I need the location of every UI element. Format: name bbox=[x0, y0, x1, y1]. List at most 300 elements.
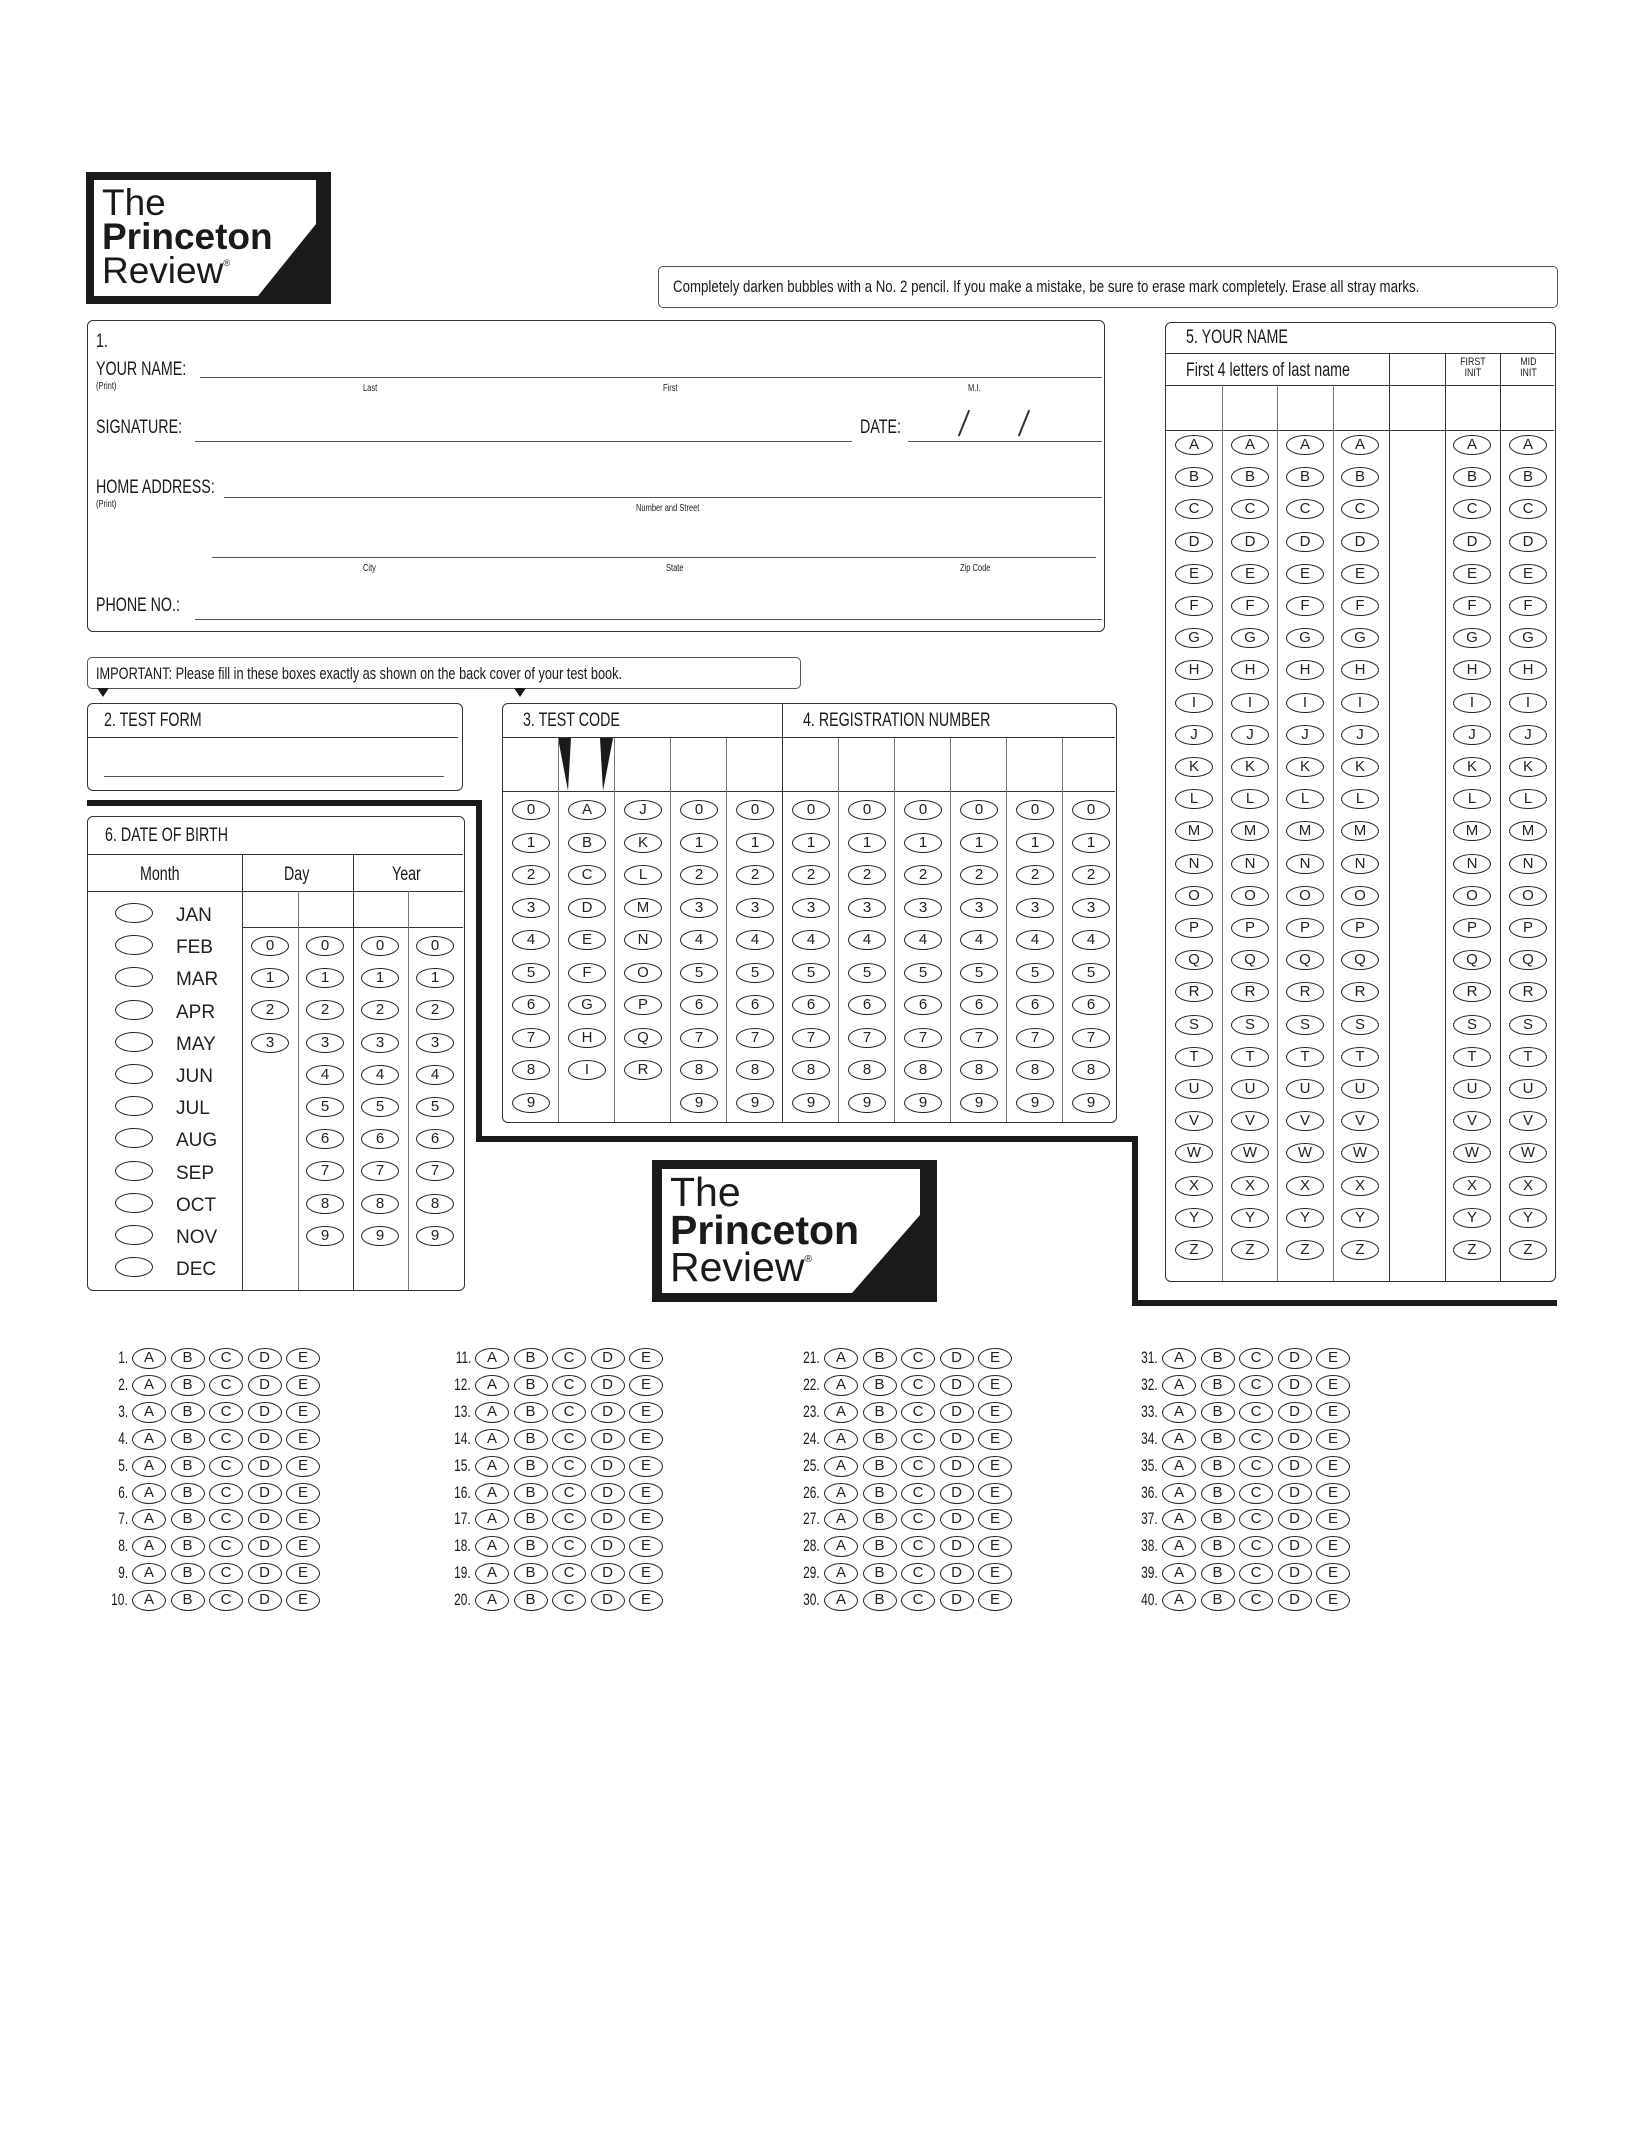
month-bubble[interactable] bbox=[115, 1225, 153, 1245]
answer-bubble[interactable]: A bbox=[1162, 1402, 1196, 1423]
answer-bubble[interactable]: E bbox=[1316, 1563, 1350, 1584]
answer-bubble[interactable]: A bbox=[824, 1563, 858, 1584]
registration-bubble[interactable]: 7 bbox=[960, 1028, 998, 1048]
name-letter-bubble[interactable]: T bbox=[1453, 1047, 1491, 1067]
answer-bubble[interactable]: B bbox=[1201, 1483, 1235, 1504]
test-code-bubble[interactable]: 4 bbox=[680, 930, 718, 950]
month-bubble[interactable] bbox=[115, 1064, 153, 1084]
answer-bubble[interactable]: C bbox=[1239, 1590, 1273, 1611]
registration-bubble[interactable]: 0 bbox=[1016, 800, 1054, 820]
name-letter-bubble[interactable]: I bbox=[1175, 693, 1213, 713]
answer-bubble[interactable]: D bbox=[591, 1536, 625, 1557]
name-letter-bubble[interactable]: T bbox=[1286, 1047, 1324, 1067]
test-code-bubble[interactable]: 9 bbox=[680, 1093, 718, 1113]
answer-bubble[interactable]: A bbox=[1162, 1563, 1196, 1584]
month-bubble[interactable] bbox=[115, 1000, 153, 1020]
day-bubble[interactable]: 2 bbox=[251, 1000, 289, 1020]
test-code-bubble[interactable]: 2 bbox=[680, 865, 718, 885]
name-letter-bubble[interactable]: I bbox=[1453, 693, 1491, 713]
day-bubble[interactable]: 8 bbox=[306, 1194, 344, 1214]
day-bubble[interactable]: 9 bbox=[306, 1226, 344, 1246]
day-bubble[interactable]: 4 bbox=[306, 1065, 344, 1085]
answer-bubble[interactable]: D bbox=[940, 1536, 974, 1557]
answer-bubble[interactable]: C bbox=[209, 1375, 243, 1396]
answer-bubble[interactable]: A bbox=[1162, 1483, 1196, 1504]
test-code-bubble[interactable]: P bbox=[624, 995, 662, 1015]
answer-bubble[interactable]: E bbox=[629, 1456, 663, 1477]
answer-bubble[interactable]: D bbox=[1278, 1456, 1312, 1477]
name-letter-bubble[interactable]: Z bbox=[1509, 1240, 1547, 1260]
answer-bubble[interactable]: A bbox=[475, 1348, 509, 1369]
answer-bubble[interactable]: E bbox=[1316, 1483, 1350, 1504]
answer-bubble[interactable]: D bbox=[940, 1590, 974, 1611]
answer-bubble[interactable]: D bbox=[940, 1402, 974, 1423]
answer-bubble[interactable]: D bbox=[248, 1375, 282, 1396]
test-code-bubble[interactable]: 2 bbox=[512, 865, 550, 885]
day-bubble[interactable]: 1 bbox=[251, 968, 289, 988]
test-code-bubble[interactable]: 2 bbox=[736, 865, 774, 885]
test-code-bubble[interactable]: 8 bbox=[736, 1060, 774, 1080]
answer-bubble[interactable]: A bbox=[132, 1402, 166, 1423]
day-bubble[interactable]: 6 bbox=[306, 1129, 344, 1149]
answer-bubble[interactable]: E bbox=[978, 1483, 1012, 1504]
name-letter-bubble[interactable]: B bbox=[1341, 467, 1379, 487]
answer-bubble[interactable]: D bbox=[591, 1429, 625, 1450]
answer-bubble[interactable]: E bbox=[978, 1375, 1012, 1396]
registration-bubble[interactable]: 9 bbox=[1016, 1093, 1054, 1113]
answer-bubble[interactable]: E bbox=[1316, 1348, 1350, 1369]
answer-bubble[interactable]: C bbox=[901, 1348, 935, 1369]
answer-bubble[interactable]: C bbox=[901, 1590, 935, 1611]
registration-bubble[interactable]: 8 bbox=[848, 1060, 886, 1080]
test-code-bubble[interactable]: 4 bbox=[736, 930, 774, 950]
registration-bubble[interactable]: 0 bbox=[960, 800, 998, 820]
name-letter-bubble[interactable]: L bbox=[1231, 789, 1269, 809]
name-letter-bubble[interactable]: L bbox=[1341, 789, 1379, 809]
month-bubble[interactable] bbox=[115, 1257, 153, 1277]
answer-bubble[interactable]: E bbox=[978, 1509, 1012, 1530]
answer-bubble[interactable]: C bbox=[552, 1375, 586, 1396]
answer-bubble[interactable]: E bbox=[286, 1509, 320, 1530]
answer-bubble[interactable]: B bbox=[1201, 1509, 1235, 1530]
name-letter-bubble[interactable]: O bbox=[1175, 886, 1213, 906]
name-letter-bubble[interactable]: Q bbox=[1286, 950, 1324, 970]
answer-bubble[interactable]: A bbox=[824, 1509, 858, 1530]
answer-bubble[interactable]: D bbox=[591, 1375, 625, 1396]
registration-bubble[interactable]: 9 bbox=[904, 1093, 942, 1113]
year-bubble[interactable]: 9 bbox=[361, 1226, 399, 1246]
test-code-bubble[interactable]: Q bbox=[624, 1028, 662, 1048]
answer-bubble[interactable]: C bbox=[1239, 1348, 1273, 1369]
name-letter-bubble[interactable]: D bbox=[1341, 532, 1379, 552]
name-letter-bubble[interactable]: E bbox=[1231, 564, 1269, 584]
test-code-bubble[interactable]: A bbox=[568, 800, 606, 820]
answer-bubble[interactable]: D bbox=[1278, 1590, 1312, 1611]
test-code-bubble[interactable]: 3 bbox=[736, 898, 774, 918]
name-letter-bubble[interactable]: K bbox=[1453, 757, 1491, 777]
answer-bubble[interactable]: E bbox=[629, 1509, 663, 1530]
answer-bubble[interactable]: E bbox=[978, 1429, 1012, 1450]
answer-bubble[interactable]: C bbox=[1239, 1509, 1273, 1530]
registration-bubble[interactable]: 2 bbox=[1016, 865, 1054, 885]
street-field[interactable] bbox=[224, 497, 1102, 498]
registration-bubble[interactable]: 7 bbox=[848, 1028, 886, 1048]
name-letter-bubble[interactable]: F bbox=[1175, 596, 1213, 616]
name-letter-bubble[interactable]: Z bbox=[1175, 1240, 1213, 1260]
answer-bubble[interactable]: C bbox=[552, 1402, 586, 1423]
registration-bubble[interactable]: 5 bbox=[848, 963, 886, 983]
name-letter-bubble[interactable]: B bbox=[1231, 467, 1269, 487]
answer-bubble[interactable]: E bbox=[1316, 1402, 1350, 1423]
answer-bubble[interactable]: D bbox=[248, 1483, 282, 1504]
name-letter-bubble[interactable]: M bbox=[1509, 821, 1547, 841]
month-bubble[interactable] bbox=[115, 967, 153, 987]
year-bubble[interactable]: 2 bbox=[361, 1000, 399, 1020]
answer-bubble[interactable]: C bbox=[209, 1483, 243, 1504]
test-code-bubble[interactable]: I bbox=[568, 1060, 606, 1080]
name-letter-bubble[interactable]: K bbox=[1341, 757, 1379, 777]
name-letter-bubble[interactable]: G bbox=[1231, 628, 1269, 648]
answer-bubble[interactable]: E bbox=[286, 1536, 320, 1557]
answer-bubble[interactable]: B bbox=[514, 1375, 548, 1396]
month-bubble[interactable] bbox=[115, 1128, 153, 1148]
day-bubble[interactable]: 0 bbox=[251, 936, 289, 956]
name-letter-bubble[interactable]: S bbox=[1453, 1015, 1491, 1035]
answer-bubble[interactable]: C bbox=[1239, 1536, 1273, 1557]
name-letter-bubble[interactable]: R bbox=[1286, 982, 1324, 1002]
answer-bubble[interactable]: C bbox=[901, 1536, 935, 1557]
answer-bubble[interactable]: E bbox=[286, 1483, 320, 1504]
answer-bubble[interactable]: B bbox=[863, 1375, 897, 1396]
registration-bubble[interactable]: 1 bbox=[1072, 833, 1110, 853]
date-field[interactable] bbox=[908, 441, 1102, 442]
year-bubble[interactable]: 8 bbox=[416, 1194, 454, 1214]
name-letter-bubble[interactable]: E bbox=[1286, 564, 1324, 584]
name-letter-bubble[interactable]: W bbox=[1175, 1143, 1213, 1163]
name-letter-bubble[interactable]: T bbox=[1175, 1047, 1213, 1067]
month-bubble[interactable] bbox=[115, 1193, 153, 1213]
answer-bubble[interactable]: A bbox=[132, 1456, 166, 1477]
answer-bubble[interactable]: E bbox=[286, 1375, 320, 1396]
name-letter-bubble[interactable]: P bbox=[1286, 918, 1324, 938]
registration-bubble[interactable]: 8 bbox=[960, 1060, 998, 1080]
answer-bubble[interactable]: A bbox=[475, 1509, 509, 1530]
name-letter-bubble[interactable]: V bbox=[1509, 1111, 1547, 1131]
name-letter-bubble[interactable]: W bbox=[1231, 1143, 1269, 1163]
answer-bubble[interactable]: C bbox=[901, 1509, 935, 1530]
name-letter-bubble[interactable]: L bbox=[1286, 789, 1324, 809]
answer-bubble[interactable]: B bbox=[171, 1429, 205, 1450]
registration-bubble[interactable]: 4 bbox=[1072, 930, 1110, 950]
name-letter-bubble[interactable]: U bbox=[1453, 1079, 1491, 1099]
registration-bubble[interactable]: 9 bbox=[848, 1093, 886, 1113]
test-code-bubble[interactable]: 7 bbox=[736, 1028, 774, 1048]
answer-bubble[interactable]: D bbox=[1278, 1563, 1312, 1584]
test-code-bubble[interactable]: R bbox=[624, 1060, 662, 1080]
name-letter-bubble[interactable]: W bbox=[1453, 1143, 1491, 1163]
name-letter-bubble[interactable]: Y bbox=[1509, 1208, 1547, 1228]
answer-bubble[interactable]: D bbox=[248, 1590, 282, 1611]
answer-bubble[interactable]: B bbox=[1201, 1563, 1235, 1584]
name-letter-bubble[interactable]: B bbox=[1175, 467, 1213, 487]
test-code-bubble[interactable]: 6 bbox=[512, 995, 550, 1015]
test-code-bubble[interactable]: D bbox=[568, 898, 606, 918]
answer-bubble[interactable]: A bbox=[132, 1509, 166, 1530]
registration-bubble[interactable]: 5 bbox=[904, 963, 942, 983]
answer-bubble[interactable]: C bbox=[209, 1509, 243, 1530]
name-letter-bubble[interactable]: B bbox=[1286, 467, 1324, 487]
name-letter-bubble[interactable]: F bbox=[1453, 596, 1491, 616]
name-letter-bubble[interactable]: C bbox=[1453, 499, 1491, 519]
answer-bubble[interactable]: B bbox=[1201, 1375, 1235, 1396]
name-letter-bubble[interactable]: O bbox=[1341, 886, 1379, 906]
answer-bubble[interactable]: C bbox=[901, 1375, 935, 1396]
name-letter-bubble[interactable]: U bbox=[1231, 1079, 1269, 1099]
name-letter-bubble[interactable]: K bbox=[1509, 757, 1547, 777]
answer-bubble[interactable]: E bbox=[629, 1402, 663, 1423]
registration-bubble[interactable]: 6 bbox=[1016, 995, 1054, 1015]
answer-bubble[interactable]: E bbox=[286, 1590, 320, 1611]
registration-bubble[interactable]: 5 bbox=[1016, 963, 1054, 983]
registration-bubble[interactable]: 5 bbox=[792, 963, 830, 983]
name-letter-bubble[interactable]: U bbox=[1175, 1079, 1213, 1099]
name-letter-bubble[interactable]: N bbox=[1453, 854, 1491, 874]
registration-bubble[interactable]: 0 bbox=[848, 800, 886, 820]
answer-bubble[interactable]: E bbox=[286, 1429, 320, 1450]
test-code-bubble[interactable]: 5 bbox=[512, 963, 550, 983]
test-code-bubble[interactable]: 4 bbox=[512, 930, 550, 950]
test-code-bubble[interactable]: 3 bbox=[512, 898, 550, 918]
answer-bubble[interactable]: C bbox=[901, 1429, 935, 1450]
name-letter-bubble[interactable]: I bbox=[1509, 693, 1547, 713]
month-bubble[interactable] bbox=[115, 1161, 153, 1181]
answer-bubble[interactable]: B bbox=[514, 1348, 548, 1369]
answer-bubble[interactable]: A bbox=[1162, 1590, 1196, 1611]
answer-bubble[interactable]: D bbox=[1278, 1375, 1312, 1396]
answer-bubble[interactable]: A bbox=[1162, 1429, 1196, 1450]
registration-bubble[interactable]: 4 bbox=[792, 930, 830, 950]
answer-bubble[interactable]: C bbox=[1239, 1483, 1273, 1504]
answer-bubble[interactable]: C bbox=[552, 1483, 586, 1504]
name-letter-bubble[interactable]: Y bbox=[1453, 1208, 1491, 1228]
registration-bubble[interactable]: 0 bbox=[792, 800, 830, 820]
answer-bubble[interactable]: D bbox=[1278, 1348, 1312, 1369]
answer-bubble[interactable]: A bbox=[824, 1590, 858, 1611]
answer-bubble[interactable]: E bbox=[286, 1456, 320, 1477]
name-letter-bubble[interactable]: D bbox=[1509, 532, 1547, 552]
name-letter-bubble[interactable]: J bbox=[1175, 725, 1213, 745]
name-letter-bubble[interactable]: K bbox=[1231, 757, 1269, 777]
name-letter-bubble[interactable]: E bbox=[1341, 564, 1379, 584]
answer-bubble[interactable]: E bbox=[629, 1348, 663, 1369]
answer-bubble[interactable]: A bbox=[824, 1456, 858, 1477]
answer-bubble[interactable]: A bbox=[475, 1483, 509, 1504]
registration-bubble[interactable]: 4 bbox=[960, 930, 998, 950]
name-letter-bubble[interactable]: J bbox=[1286, 725, 1324, 745]
year-bubble[interactable]: 6 bbox=[361, 1129, 399, 1149]
name-letter-bubble[interactable]: P bbox=[1509, 918, 1547, 938]
answer-bubble[interactable]: B bbox=[171, 1348, 205, 1369]
answer-bubble[interactable]: B bbox=[171, 1456, 205, 1477]
name-letter-bubble[interactable]: X bbox=[1231, 1176, 1269, 1196]
answer-bubble[interactable]: A bbox=[475, 1536, 509, 1557]
registration-bubble[interactable]: 3 bbox=[792, 898, 830, 918]
answer-bubble[interactable]: A bbox=[475, 1429, 509, 1450]
registration-bubble[interactable]: 8 bbox=[904, 1060, 942, 1080]
name-letter-bubble[interactable]: M bbox=[1231, 821, 1269, 841]
answer-bubble[interactable]: E bbox=[629, 1429, 663, 1450]
name-letter-bubble[interactable]: Q bbox=[1453, 950, 1491, 970]
test-code-bubble[interactable]: 5 bbox=[736, 963, 774, 983]
year-bubble[interactable]: 4 bbox=[361, 1065, 399, 1085]
name-letter-bubble[interactable]: A bbox=[1341, 435, 1379, 455]
answer-bubble[interactable]: C bbox=[1239, 1429, 1273, 1450]
name-letter-bubble[interactable]: L bbox=[1509, 789, 1547, 809]
test-code-bubble[interactable]: 6 bbox=[736, 995, 774, 1015]
answer-bubble[interactable]: A bbox=[824, 1375, 858, 1396]
name-letter-bubble[interactable]: N bbox=[1341, 854, 1379, 874]
registration-bubble[interactable]: 9 bbox=[792, 1093, 830, 1113]
year-bubble[interactable]: 9 bbox=[416, 1226, 454, 1246]
name-letter-bubble[interactable]: D bbox=[1175, 532, 1213, 552]
registration-bubble[interactable]: 3 bbox=[1016, 898, 1054, 918]
name-letter-bubble[interactable]: Z bbox=[1286, 1240, 1324, 1260]
answer-bubble[interactable]: A bbox=[1162, 1348, 1196, 1369]
answer-bubble[interactable]: C bbox=[209, 1348, 243, 1369]
answer-bubble[interactable]: E bbox=[286, 1348, 320, 1369]
name-letter-bubble[interactable]: X bbox=[1509, 1176, 1547, 1196]
name-letter-bubble[interactable]: V bbox=[1175, 1111, 1213, 1131]
year-bubble[interactable]: 6 bbox=[416, 1129, 454, 1149]
answer-bubble[interactable]: C bbox=[1239, 1402, 1273, 1423]
name-letter-bubble[interactable]: X bbox=[1286, 1176, 1324, 1196]
answer-bubble[interactable]: B bbox=[1201, 1402, 1235, 1423]
answer-bubble[interactable]: A bbox=[475, 1563, 509, 1584]
registration-bubble[interactable]: 3 bbox=[960, 898, 998, 918]
answer-bubble[interactable]: C bbox=[1239, 1456, 1273, 1477]
answer-bubble[interactable]: C bbox=[552, 1563, 586, 1584]
name-letter-bubble[interactable]: E bbox=[1175, 564, 1213, 584]
answer-bubble[interactable]: E bbox=[978, 1402, 1012, 1423]
answer-bubble[interactable]: C bbox=[209, 1590, 243, 1611]
name-letter-bubble[interactable]: O bbox=[1286, 886, 1324, 906]
name-letter-bubble[interactable]: C bbox=[1509, 499, 1547, 519]
registration-bubble[interactable]: 7 bbox=[1016, 1028, 1054, 1048]
registration-bubble[interactable]: 6 bbox=[1072, 995, 1110, 1015]
answer-bubble[interactable]: B bbox=[1201, 1456, 1235, 1477]
name-letter-bubble[interactable]: V bbox=[1453, 1111, 1491, 1131]
name-letter-bubble[interactable]: A bbox=[1286, 435, 1324, 455]
answer-bubble[interactable]: E bbox=[286, 1563, 320, 1584]
year-bubble[interactable]: 8 bbox=[361, 1194, 399, 1214]
answer-bubble[interactable]: E bbox=[978, 1348, 1012, 1369]
answer-bubble[interactable]: E bbox=[978, 1563, 1012, 1584]
test-code-bubble[interactable]: G bbox=[568, 995, 606, 1015]
answer-bubble[interactable]: D bbox=[248, 1456, 282, 1477]
answer-bubble[interactable]: E bbox=[978, 1590, 1012, 1611]
test-code-bubble[interactable]: E bbox=[568, 930, 606, 950]
registration-bubble[interactable]: 2 bbox=[1072, 865, 1110, 885]
answer-bubble[interactable]: D bbox=[940, 1429, 974, 1450]
registration-bubble[interactable]: 1 bbox=[848, 833, 886, 853]
registration-bubble[interactable]: 5 bbox=[960, 963, 998, 983]
day-bubble[interactable]: 2 bbox=[306, 1000, 344, 1020]
answer-bubble[interactable]: A bbox=[132, 1483, 166, 1504]
registration-bubble[interactable]: 3 bbox=[848, 898, 886, 918]
registration-bubble[interactable]: 5 bbox=[1072, 963, 1110, 983]
registration-bubble[interactable]: 9 bbox=[1072, 1093, 1110, 1113]
test-code-bubble[interactable]: 0 bbox=[736, 800, 774, 820]
answer-bubble[interactable]: C bbox=[552, 1456, 586, 1477]
name-letter-bubble[interactable]: F bbox=[1231, 596, 1269, 616]
registration-bubble[interactable]: 7 bbox=[904, 1028, 942, 1048]
answer-bubble[interactable]: C bbox=[901, 1483, 935, 1504]
name-letter-bubble[interactable]: N bbox=[1175, 854, 1213, 874]
answer-bubble[interactable]: A bbox=[824, 1483, 858, 1504]
answer-bubble[interactable]: E bbox=[1316, 1536, 1350, 1557]
name-letter-bubble[interactable]: A bbox=[1231, 435, 1269, 455]
registration-bubble[interactable]: 0 bbox=[904, 800, 942, 820]
answer-bubble[interactable]: B bbox=[171, 1402, 205, 1423]
answer-bubble[interactable]: B bbox=[171, 1375, 205, 1396]
name-letter-bubble[interactable]: T bbox=[1231, 1047, 1269, 1067]
answer-bubble[interactable]: A bbox=[132, 1348, 166, 1369]
name-letter-bubble[interactable]: L bbox=[1453, 789, 1491, 809]
answer-bubble[interactable]: B bbox=[514, 1509, 548, 1530]
answer-bubble[interactable]: B bbox=[863, 1509, 897, 1530]
registration-bubble[interactable]: 8 bbox=[792, 1060, 830, 1080]
test-code-bubble[interactable]: 9 bbox=[736, 1093, 774, 1113]
test-code-bubble[interactable]: M bbox=[624, 898, 662, 918]
year-bubble[interactable]: 0 bbox=[361, 936, 399, 956]
answer-bubble[interactable]: B bbox=[1201, 1590, 1235, 1611]
answer-bubble[interactable]: D bbox=[248, 1429, 282, 1450]
answer-bubble[interactable]: E bbox=[1316, 1590, 1350, 1611]
name-letter-bubble[interactable]: G bbox=[1509, 628, 1547, 648]
month-bubble[interactable] bbox=[115, 1032, 153, 1052]
answer-bubble[interactable]: B bbox=[514, 1563, 548, 1584]
name-letter-bubble[interactable]: G bbox=[1341, 628, 1379, 648]
day-bubble[interactable]: 0 bbox=[306, 936, 344, 956]
city-state-zip-field[interactable] bbox=[212, 557, 1096, 558]
answer-bubble[interactable]: D bbox=[1278, 1536, 1312, 1557]
name-letter-bubble[interactable]: R bbox=[1231, 982, 1269, 1002]
answer-bubble[interactable]: A bbox=[824, 1536, 858, 1557]
answer-bubble[interactable]: B bbox=[514, 1590, 548, 1611]
answer-bubble[interactable]: E bbox=[978, 1536, 1012, 1557]
phone-field[interactable] bbox=[195, 619, 1102, 620]
test-code-bubble[interactable]: 9 bbox=[512, 1093, 550, 1113]
registration-bubble[interactable]: 1 bbox=[904, 833, 942, 853]
name-letter-bubble[interactable]: Q bbox=[1231, 950, 1269, 970]
answer-bubble[interactable]: D bbox=[940, 1348, 974, 1369]
year-bubble[interactable]: 2 bbox=[416, 1000, 454, 1020]
registration-bubble[interactable]: 2 bbox=[904, 865, 942, 885]
name-letter-bubble[interactable]: R bbox=[1509, 982, 1547, 1002]
registration-bubble[interactable]: 7 bbox=[792, 1028, 830, 1048]
name-letter-bubble[interactable]: B bbox=[1453, 467, 1491, 487]
name-letter-bubble[interactable]: T bbox=[1509, 1047, 1547, 1067]
name-letter-bubble[interactable]: M bbox=[1286, 821, 1324, 841]
name-letter-bubble[interactable]: F bbox=[1341, 596, 1379, 616]
name-letter-bubble[interactable]: H bbox=[1453, 660, 1491, 680]
name-letter-bubble[interactable]: C bbox=[1341, 499, 1379, 519]
registration-bubble[interactable]: 6 bbox=[848, 995, 886, 1015]
name-letter-bubble[interactable]: F bbox=[1286, 596, 1324, 616]
name-letter-bubble[interactable]: N bbox=[1231, 854, 1269, 874]
name-letter-bubble[interactable]: P bbox=[1341, 918, 1379, 938]
name-letter-bubble[interactable]: Z bbox=[1453, 1240, 1491, 1260]
